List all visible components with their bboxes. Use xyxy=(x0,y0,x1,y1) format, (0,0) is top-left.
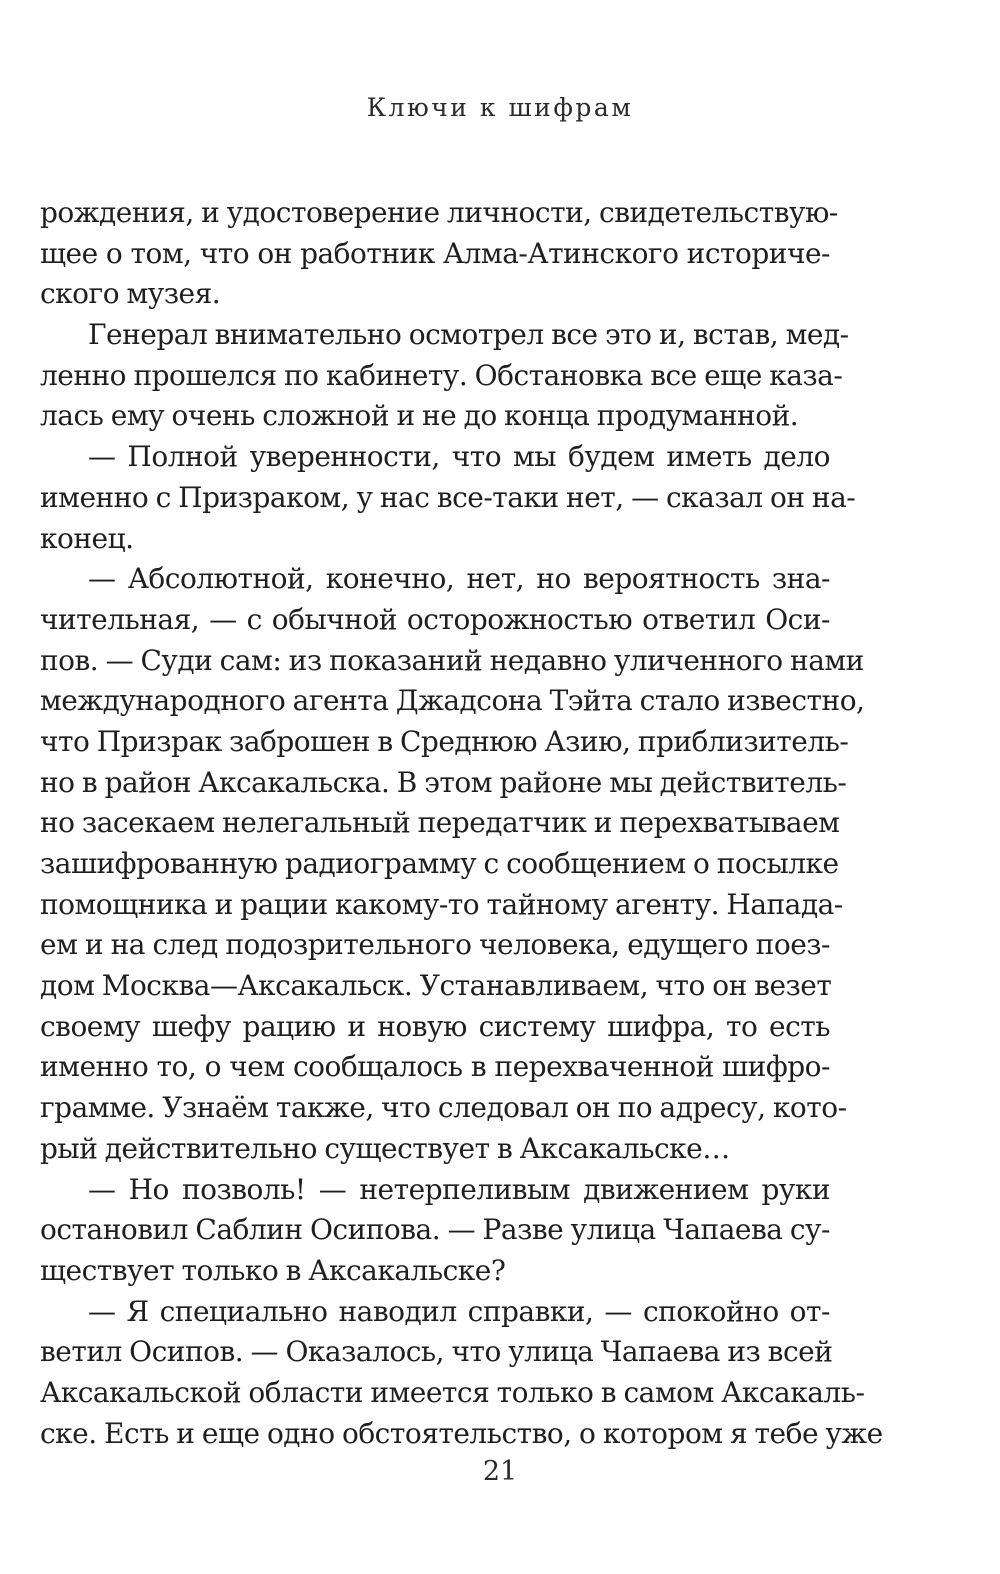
text-line: рождения, и удостоверение личности, свидетельствую- xyxy=(40,196,838,229)
text-line: — Абсолютной, конечно, нет, но вероятность зна- xyxy=(88,562,830,596)
text-line: но засекаем нелегальный передатчик и перехватываем xyxy=(40,806,840,840)
text-line: грамме. Узнаём также, что следовал он по адресу, кото- xyxy=(40,1091,847,1125)
text-line: ского музея. xyxy=(40,277,221,311)
running-header: Ключи к шифрам xyxy=(366,93,634,122)
text-line: ем и на след подозрительного человека, едущего поез- xyxy=(40,928,830,962)
text-line: дом Москва—Аксакальск. Устанавливаем, что он везет xyxy=(40,969,832,1003)
text-line: остановил Саблин Осипова. — Разве улица Чапаева су- xyxy=(40,1213,830,1247)
text-line: Генерал внимательно осмотрел все это и, встав, мед- xyxy=(88,318,849,352)
text-line: международного агента Джадсона Тэйта стало известно, xyxy=(40,684,865,718)
text-line: ленно прошелся по кабинету. Обстановка все еще каза- xyxy=(40,358,843,392)
text-line: но в район Аксакальска. В этом районе мы действитель- xyxy=(40,765,847,799)
text-line: именно то, о чем сообщалось в перехваченной шифро- xyxy=(40,1050,830,1084)
text-line: ветил Осипов. — Оказалось, что улица Чапаева из всей xyxy=(40,1335,833,1369)
body-text xyxy=(40,193,883,1454)
text-line: пов. — Суди сам: из показаний недавно уличенного нами xyxy=(40,643,864,677)
text-line: лась ему очень сложной и не до конца продуманной. xyxy=(40,399,799,433)
text-line: — Полной уверенности, что мы будем иметь дело xyxy=(88,440,830,474)
text-line: помощника и рации какому-то тайному агенту. Напада- xyxy=(40,887,843,921)
page-number: 21 xyxy=(482,1456,518,1487)
text-line: ществует только в Аксакальске? xyxy=(40,1253,506,1287)
text-line: щее о том, что он работник Алма-Атинского историче- xyxy=(40,236,830,270)
text-line: Аксакальской области имеется только в самом Аксакаль- xyxy=(40,1375,865,1409)
text-line: ске. Есть и еще одно обстоятельство, о котором я тебе уже xyxy=(40,1416,883,1450)
text-line: что Призрак заброшен в Среднюю Азию, приблизитель- xyxy=(40,724,849,758)
text-line: своему шефу рацию и новую систему шифра, то есть xyxy=(40,1009,830,1043)
text-line: чительная, — с обычной осторожностью ответил Оси- xyxy=(40,602,830,636)
text-line: конец. xyxy=(40,521,134,555)
text-line: рый действительно существует в Аксакальске… xyxy=(40,1131,730,1165)
text-line: — Я специально наводил справки, — спокойно от- xyxy=(88,1294,830,1328)
text-line: — Но позволь! — нетерпеливым движением руки xyxy=(88,1172,830,1206)
text-line: именно с Призраком, у нас все-таки нет, — сказал он на- xyxy=(40,480,856,514)
text-line: зашифрованную радиограмму с сообщением о посылке xyxy=(40,847,839,880)
